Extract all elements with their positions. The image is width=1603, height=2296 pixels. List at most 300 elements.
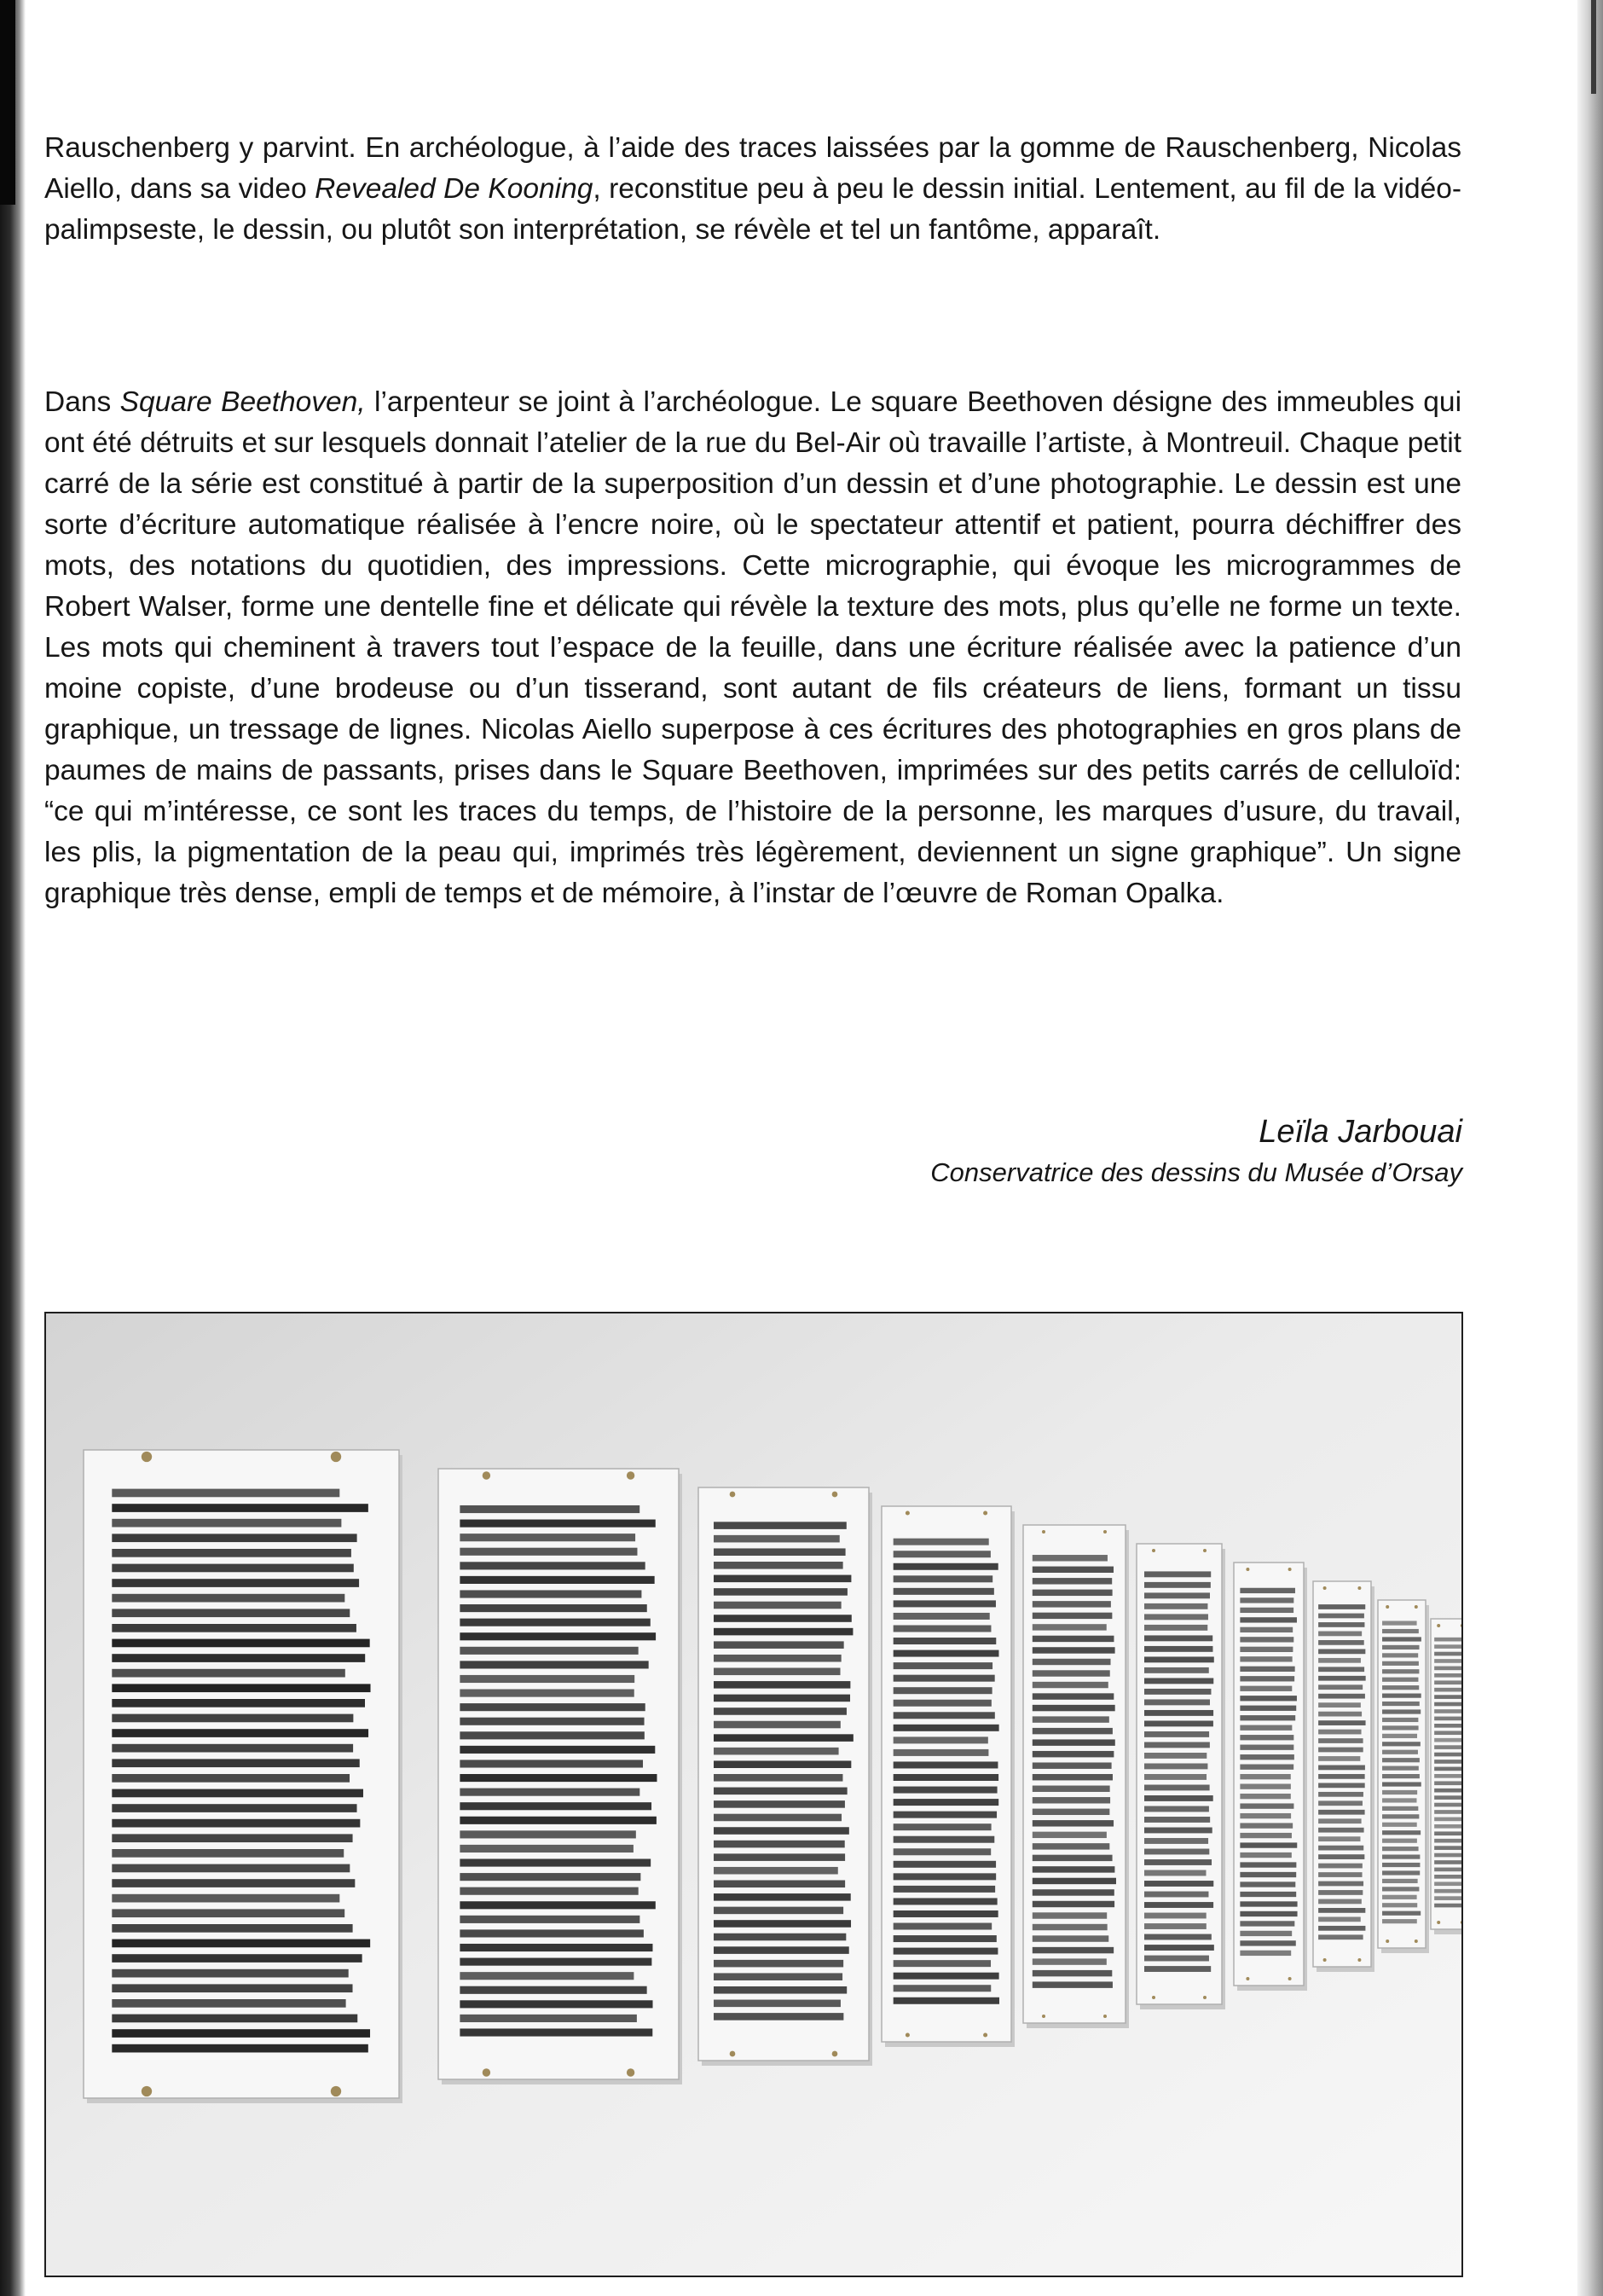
handwriting-line bbox=[714, 1934, 846, 1941]
handwriting-line bbox=[1318, 1828, 1363, 1833]
handwriting-line bbox=[1033, 1970, 1113, 1976]
handwriting-line bbox=[894, 1725, 999, 1731]
handwriting-line bbox=[1434, 1860, 1461, 1864]
handwriting-line bbox=[894, 1687, 992, 1694]
handwriting-line bbox=[1240, 1803, 1293, 1808]
handwriting-line bbox=[1318, 1934, 1363, 1939]
handwriting-line bbox=[112, 1639, 369, 1648]
handwriting-line bbox=[1382, 1661, 1419, 1666]
handwriting-line bbox=[460, 1774, 657, 1782]
artwork-panel bbox=[1023, 1525, 1129, 2028]
handwriting-line bbox=[1318, 1702, 1361, 1708]
scan-right-edge bbox=[1577, 0, 1603, 2296]
handwriting-line bbox=[1033, 1786, 1110, 1792]
handwriting-line bbox=[460, 1562, 645, 1569]
handwriting-line bbox=[1033, 1889, 1114, 1895]
handwriting-line bbox=[894, 1960, 991, 1967]
handwriting-line bbox=[1240, 1931, 1292, 1936]
handwriting-line bbox=[1033, 1958, 1107, 1964]
handwriting-line bbox=[714, 1575, 851, 1583]
handwriting-line bbox=[1144, 1571, 1211, 1577]
paragraph-revealed-de-kooning bbox=[44, 128, 1461, 251]
handwriting-line bbox=[1144, 1763, 1207, 1769]
handwriting-line bbox=[1382, 1911, 1421, 1916]
handwriting-line bbox=[1318, 1756, 1360, 1761]
handwriting-line bbox=[1033, 1670, 1110, 1676]
handwriting-line bbox=[1033, 1728, 1113, 1734]
handwriting-line bbox=[1318, 1676, 1366, 1681]
handwriting-line bbox=[112, 1909, 344, 1917]
handwriting-line bbox=[1240, 1745, 1293, 1750]
handwriting-line bbox=[1434, 1795, 1461, 1800]
handwriting-line bbox=[714, 1907, 843, 1915]
handwriting-line bbox=[1318, 1792, 1363, 1797]
handwriting-line bbox=[1033, 1924, 1108, 1930]
handwriting-line bbox=[1318, 1658, 1361, 1663]
handwriting-line bbox=[894, 1935, 997, 1942]
mounting-pin bbox=[483, 2068, 490, 2076]
handwriting-line bbox=[714, 1602, 842, 1609]
handwriting-line bbox=[112, 1984, 352, 1992]
handwriting-line bbox=[1382, 1806, 1418, 1811]
handwriting-line bbox=[894, 1625, 992, 1632]
handwriting-line bbox=[1033, 1647, 1115, 1653]
mounting-pin bbox=[1152, 1996, 1155, 1999]
handwriting-line bbox=[460, 1802, 651, 1810]
handwriting-line bbox=[1033, 1935, 1108, 1941]
handwriting-line bbox=[1033, 1820, 1114, 1826]
handwriting-line bbox=[1033, 1555, 1108, 1561]
handwriting-line bbox=[1144, 1838, 1208, 1844]
handwriting-line bbox=[1033, 1659, 1111, 1665]
handwriting-line bbox=[1434, 1781, 1461, 1785]
handwriting-line bbox=[1318, 1872, 1362, 1877]
handwriting-line bbox=[112, 1924, 352, 1933]
handwriting-line bbox=[894, 1563, 998, 1570]
handwriting-line bbox=[1382, 1629, 1419, 1633]
handwriting-line bbox=[112, 1684, 370, 1692]
handwriting-line bbox=[1240, 1725, 1292, 1731]
handwriting-line bbox=[112, 1834, 352, 1842]
handwriting-line bbox=[1434, 1731, 1461, 1735]
handwriting-line bbox=[1382, 1702, 1420, 1706]
handwriting-line bbox=[1382, 1839, 1417, 1843]
handwriting-line bbox=[1033, 1751, 1114, 1757]
handwriting-line bbox=[1240, 1940, 1295, 1945]
handwriting-line bbox=[460, 1718, 644, 1725]
handwriting-line bbox=[1144, 1614, 1208, 1620]
handwriting-line bbox=[1382, 1870, 1420, 1875]
handwriting-line bbox=[1382, 1742, 1421, 1746]
mounting-pin bbox=[1323, 1586, 1327, 1590]
handwriting-line bbox=[112, 1504, 368, 1512]
handwriting-line bbox=[894, 1836, 995, 1843]
handwriting-line bbox=[112, 1579, 359, 1587]
mounting-pin bbox=[1415, 1605, 1418, 1609]
handwriting-line bbox=[1033, 1843, 1110, 1849]
handwriting-line bbox=[1382, 1669, 1419, 1673]
handwriting-line bbox=[714, 1960, 843, 1968]
handwriting-line bbox=[1240, 1735, 1293, 1740]
handwriting-line bbox=[1434, 1673, 1461, 1678]
handwriting-line bbox=[112, 1534, 356, 1542]
handwriting-line bbox=[1033, 1901, 1114, 1907]
handwriting-line bbox=[1318, 1730, 1361, 1735]
handwriting-line bbox=[1144, 1849, 1209, 1855]
handwriting-line bbox=[460, 1873, 640, 1881]
artwork-panel bbox=[438, 1469, 682, 2084]
handwriting-line bbox=[1434, 1659, 1461, 1663]
handwriting-line bbox=[112, 1819, 360, 1828]
handwriting-line bbox=[460, 1929, 644, 1937]
artwork-panel bbox=[1234, 1563, 1307, 1991]
handwriting-line bbox=[1240, 1597, 1293, 1603]
handwriting-line bbox=[1434, 1688, 1461, 1692]
paragraph-square-beethoven bbox=[44, 382, 1461, 914]
handwriting-line bbox=[1318, 1684, 1363, 1690]
mounting-pin bbox=[1103, 2015, 1107, 2018]
handwriting-line bbox=[1382, 1774, 1420, 1778]
handwriting-line bbox=[460, 1590, 641, 1597]
artwork-panel bbox=[1137, 1544, 1225, 2009]
handwriting-line bbox=[1240, 1862, 1296, 1867]
handwriting-line bbox=[1144, 1956, 1209, 1962]
handwriting-line bbox=[112, 2029, 370, 2038]
handwriting-line bbox=[112, 1669, 345, 1678]
handwriting-line bbox=[714, 1681, 850, 1689]
handwriting-line bbox=[1240, 1686, 1292, 1691]
handwriting-line bbox=[1382, 1725, 1419, 1730]
handwriting-line bbox=[1240, 1823, 1293, 1828]
handwriting-line bbox=[460, 1830, 635, 1838]
mounting-pin bbox=[1437, 1921, 1440, 1924]
italic-title: Square Beethoven, bbox=[119, 386, 366, 418]
handwriting-line bbox=[1144, 1892, 1208, 1898]
handwriting-line bbox=[714, 1588, 848, 1596]
handwriting-line bbox=[1382, 1645, 1419, 1650]
handwriting-line bbox=[1033, 1636, 1114, 1642]
handwriting-line bbox=[1434, 1638, 1461, 1642]
handwriting-line bbox=[1434, 1680, 1461, 1684]
handwriting-line bbox=[1318, 1720, 1365, 1725]
mounting-pin bbox=[1386, 1605, 1389, 1609]
handwriting-line bbox=[1434, 1652, 1461, 1656]
handwriting-line bbox=[1240, 1696, 1297, 1701]
handwriting-line bbox=[1318, 1765, 1365, 1771]
handwriting-line bbox=[1382, 1621, 1417, 1625]
handwriting-line bbox=[1434, 1875, 1461, 1879]
author-name: Leïla Jarbouai bbox=[1259, 1114, 1462, 1150]
handwriting-line bbox=[894, 1588, 994, 1595]
text-run: l’arpenteur se joint à l’archéologue. Le square Beethoven désigne des immeubles qui ont été détruits et sur lesquels donnait l’atelier de la rue du Bel-Air où travaille l’artiste, à Montreuil. Chaque petit carré de la série est constitué à partir de la superposition d’un dessin et d’une photographie. Le dessin est une sorte d’écriture automatique réalisée à l’encre noire, où le spectateur attentif et patient, pourra déchiffrer des mots, des notations du quotidien, des impressions. Cette micrographie, qui évoque les microgrammes de Robert Walser, forme une dentelle fine et délicate qui révèle la texture des mots, plus qu’elle ne forme un texte. Les mots qui cheminent à travers tout l’espace de la feuille, dans une écriture réalisée avec la patience d’un moine copiste, d’une brodeuse ou d’un tisserand, sont autant de fils créateurs de liens, formant un tissu graphique, un tressage de lignes. Nicolas Aiello superpose à ces écritures des photographies en gros plans de paumes de mains de passants, prises dans le Square Beethoven, imprimées sur des petits carrés de celluloïd: “ce qui m’intéresse, ce sont les traces du temps, de l’histoire de la personne, les marques d’usure, du travail, les plis, la pigmentation de la peau qui, imprimés très légèrement, deviennent un signe graphique”. Un signe graphique très dense, empli de temps et de mémoire, à l’instar de l’œuvre de Roman Opalka. bbox=[44, 386, 1462, 909]
handwriting-line bbox=[894, 1985, 992, 1992]
handwriting-line bbox=[894, 1575, 993, 1582]
handwriting-line bbox=[714, 2000, 841, 2008]
handwriting-line bbox=[714, 1880, 845, 1887]
handwriting-line bbox=[1434, 1896, 1461, 1900]
handwriting-line bbox=[1240, 1608, 1293, 1613]
handwriting-line bbox=[460, 1901, 655, 1909]
handwriting-line bbox=[1382, 1879, 1418, 1883]
handwriting-line bbox=[460, 1944, 652, 1951]
handwriting-line bbox=[1144, 1881, 1213, 1887]
handwriting-line bbox=[894, 1923, 992, 1930]
handwriting-line bbox=[894, 1898, 998, 1905]
handwriting-line bbox=[1240, 1901, 1297, 1906]
handwriting-line bbox=[1382, 1734, 1417, 1738]
handwriting-line bbox=[1033, 1578, 1112, 1584]
mounting-pin bbox=[1246, 1568, 1249, 1571]
handwriting-line bbox=[714, 2013, 843, 2021]
artwork-panel bbox=[1431, 1619, 1461, 1934]
handwriting-line bbox=[1434, 1803, 1461, 1807]
handwriting-line bbox=[1033, 1613, 1113, 1619]
handwriting-line bbox=[1434, 1818, 1461, 1822]
handwriting-line bbox=[1382, 1678, 1418, 1682]
mounting-pin bbox=[832, 2051, 838, 2057]
handwriting-line bbox=[714, 1734, 854, 1742]
handwriting-line bbox=[714, 1893, 851, 1901]
handwriting-line bbox=[1144, 1859, 1212, 1865]
handwriting-line bbox=[1434, 1709, 1461, 1713]
handwriting-line bbox=[1382, 1790, 1417, 1794]
handwriting-line bbox=[1382, 1814, 1419, 1818]
handwriting-line bbox=[460, 1845, 634, 1852]
artwork-panel bbox=[882, 1506, 1015, 2047]
handwriting-line bbox=[460, 1887, 638, 1895]
mounting-pin bbox=[906, 1510, 910, 1515]
handwriting-line bbox=[1318, 1748, 1363, 1753]
handwriting-line bbox=[1434, 1774, 1461, 1778]
handwriting-line bbox=[1434, 1881, 1461, 1886]
handwriting-line bbox=[460, 1661, 648, 1668]
handwriting-line bbox=[460, 2000, 652, 2008]
handwriting-line bbox=[1240, 1647, 1293, 1652]
handwriting-line bbox=[112, 1519, 341, 1528]
handwriting-line bbox=[1033, 1682, 1108, 1688]
handwriting-line bbox=[894, 1910, 998, 1917]
handwriting-line bbox=[1240, 1833, 1292, 1838]
handwriting-line bbox=[1144, 1774, 1207, 1780]
handwriting-line bbox=[1240, 1892, 1296, 1897]
text-run: Rauschenberg y parvint. En archéologue, à l’aide des traces laissées par la gomme de Rauschenberg, Nicolas Aiello, dans sa video bbox=[44, 132, 1461, 205]
scan-right-edge-mark bbox=[1591, 0, 1596, 94]
handwriting-line bbox=[714, 1562, 843, 1569]
handwriting-line bbox=[1382, 1854, 1420, 1858]
handwriting-line bbox=[894, 1799, 999, 1806]
handwriting-line bbox=[460, 1986, 646, 1994]
handwriting-line bbox=[1434, 1789, 1461, 1793]
handwriting-line bbox=[894, 1638, 997, 1644]
handwriting-line bbox=[1144, 1625, 1207, 1631]
mounting-pin bbox=[483, 1471, 490, 1479]
handwriting-line bbox=[1240, 1667, 1294, 1672]
handwriting-line bbox=[112, 1489, 339, 1498]
handwriting-line bbox=[1240, 1842, 1297, 1847]
handwriting-line bbox=[1144, 1934, 1212, 1940]
handwriting-line bbox=[1318, 1916, 1361, 1922]
handwriting-line bbox=[1318, 1632, 1362, 1637]
handwriting-line bbox=[1434, 1831, 1461, 1835]
mounting-pin bbox=[627, 2068, 634, 2076]
handwriting-line bbox=[1382, 1847, 1419, 1851]
handwriting-line bbox=[1033, 1855, 1113, 1861]
handwriting-line bbox=[1318, 1864, 1363, 1869]
mounting-pin bbox=[1288, 1568, 1292, 1571]
handwriting-line bbox=[1240, 1921, 1294, 1926]
handwriting-line bbox=[1318, 1783, 1365, 1788]
handwriting-line bbox=[112, 1624, 356, 1632]
handwriting-line bbox=[714, 1615, 852, 1622]
handwriting-line bbox=[1382, 1863, 1420, 1867]
handwriting-line bbox=[1144, 1646, 1212, 1652]
handwriting-line bbox=[1033, 1716, 1109, 1722]
handwriting-line bbox=[1033, 1832, 1107, 1838]
mounting-pin bbox=[142, 2086, 152, 2096]
handwriting-line bbox=[112, 1564, 354, 1573]
handwriting-line bbox=[460, 1972, 634, 1980]
mounting-pin bbox=[730, 1492, 736, 1498]
handwriting-line bbox=[112, 1894, 339, 1903]
mounting-pin bbox=[983, 1510, 987, 1515]
handwriting-line bbox=[1434, 1644, 1461, 1649]
handwriting-line bbox=[1240, 1852, 1291, 1858]
handwriting-line bbox=[714, 1628, 853, 1636]
handwriting-line bbox=[1033, 1774, 1113, 1780]
handwriting-line bbox=[1033, 1912, 1107, 1918]
handwriting-line bbox=[112, 1699, 365, 1708]
handwriting-line bbox=[714, 1548, 846, 1556]
artwork-panel bbox=[698, 1487, 872, 2066]
handwriting-line bbox=[1434, 1724, 1461, 1728]
exhibition-photo-canvas bbox=[46, 1313, 1461, 2276]
handwriting-line bbox=[112, 2044, 368, 2053]
mounting-pin bbox=[1203, 1996, 1207, 1999]
handwriting-line bbox=[1240, 1783, 1290, 1789]
handwriting-line bbox=[1240, 1715, 1295, 1720]
handwriting-line bbox=[1033, 1981, 1113, 1987]
handwriting-line bbox=[460, 1760, 643, 1767]
handwriting-line bbox=[1240, 1617, 1297, 1622]
handwriting-line bbox=[1382, 1718, 1418, 1722]
handwriting-line bbox=[460, 1731, 644, 1739]
handwriting-line bbox=[1240, 1637, 1293, 1642]
handwriting-line bbox=[112, 1789, 363, 1798]
handwriting-line bbox=[460, 1520, 655, 1528]
handwriting-line bbox=[1434, 1667, 1461, 1671]
handwriting-line bbox=[1382, 1653, 1418, 1657]
handwriting-line bbox=[714, 1641, 844, 1649]
handwriting-line bbox=[1318, 1640, 1364, 1645]
italic-title: Revealed De Kooning bbox=[315, 173, 593, 205]
handwriting-line bbox=[1144, 1902, 1213, 1908]
handwriting-line bbox=[1434, 1839, 1461, 1843]
handwriting-line bbox=[460, 1619, 650, 1626]
mounting-pin bbox=[1288, 1977, 1292, 1980]
handwriting-line bbox=[1434, 1767, 1461, 1771]
handwriting-line bbox=[112, 1849, 344, 1858]
handwriting-line bbox=[1144, 1923, 1207, 1929]
handwriting-line bbox=[112, 1774, 350, 1783]
handwriting-line bbox=[1033, 1739, 1115, 1745]
handwriting-line bbox=[1318, 1774, 1365, 1779]
handwriting-line bbox=[1144, 1582, 1211, 1588]
mounting-pin bbox=[1357, 1958, 1361, 1962]
scan-binding-shadow bbox=[0, 0, 15, 205]
handwriting-line bbox=[112, 1549, 351, 1557]
handwriting-line bbox=[1144, 1945, 1214, 1951]
artwork-panel bbox=[84, 1450, 402, 2103]
handwriting-line bbox=[1240, 1676, 1294, 1681]
handwriting-line bbox=[1033, 1705, 1115, 1711]
handwriting-line bbox=[894, 1613, 990, 1620]
handwriting-line bbox=[714, 1695, 850, 1702]
handwriting-line bbox=[1240, 1765, 1293, 1770]
handwriting-line bbox=[460, 1916, 639, 1923]
handwriting-line bbox=[1318, 1800, 1363, 1806]
handwriting-line bbox=[112, 1759, 359, 1767]
handwriting-line bbox=[1318, 1622, 1364, 1627]
handwriting-line bbox=[714, 1920, 851, 1928]
handwriting-line bbox=[1144, 1667, 1209, 1673]
handwriting-line bbox=[1144, 1710, 1213, 1716]
mounting-pin bbox=[832, 1492, 838, 1498]
mounting-pin bbox=[331, 1452, 341, 1462]
handwriting-line bbox=[1318, 1810, 1364, 1815]
handwriting-line bbox=[1318, 1614, 1364, 1619]
handwriting-line bbox=[1144, 1817, 1210, 1823]
exhibition-photo bbox=[44, 1312, 1463, 2277]
handwriting-line bbox=[1144, 1966, 1211, 1972]
handwriting-line bbox=[894, 1749, 989, 1756]
scan-binding-edge bbox=[0, 0, 26, 2296]
handwriting-line bbox=[714, 1655, 842, 1662]
mounting-pin bbox=[730, 2051, 736, 2057]
handwriting-line bbox=[112, 1714, 353, 1723]
handwriting-line bbox=[1434, 1702, 1461, 1707]
handwriting-line bbox=[894, 1761, 998, 1768]
handwriting-line bbox=[714, 1853, 845, 1861]
text-run: Dans bbox=[44, 386, 120, 418]
handwriting-line bbox=[1240, 1627, 1293, 1632]
handwriting-line bbox=[714, 1721, 841, 1729]
handwriting-line bbox=[1033, 1866, 1115, 1872]
handwriting-line bbox=[894, 1973, 999, 1980]
handwriting-line bbox=[1382, 1798, 1416, 1802]
handwriting-line bbox=[1033, 1601, 1111, 1607]
author-role: Conservatrice des dessins du Musée d’Orsay bbox=[930, 1157, 1462, 1187]
handwriting-line bbox=[1144, 1742, 1210, 1748]
handwriting-line bbox=[1144, 1720, 1213, 1726]
handwriting-line bbox=[1240, 1706, 1296, 1711]
handwriting-line bbox=[1318, 1712, 1362, 1717]
handwriting-line bbox=[1240, 1951, 1291, 1956]
handwriting-line bbox=[112, 1864, 350, 1873]
mounting-pin bbox=[331, 2086, 341, 2096]
mounting-pin bbox=[1203, 1549, 1207, 1552]
handwriting-line bbox=[714, 1748, 839, 1755]
handwriting-line bbox=[714, 1760, 851, 1768]
handwriting-line bbox=[894, 1700, 992, 1707]
handwriting-line bbox=[1382, 1758, 1420, 1762]
handwriting-line bbox=[460, 1858, 651, 1866]
handwriting-line bbox=[1144, 1603, 1207, 1609]
handwriting-line bbox=[894, 1662, 992, 1669]
handwriting-line bbox=[1144, 1635, 1212, 1641]
handwriting-line bbox=[894, 1675, 995, 1682]
mounting-pin bbox=[1103, 1530, 1107, 1534]
handwriting-line bbox=[1318, 1604, 1365, 1609]
